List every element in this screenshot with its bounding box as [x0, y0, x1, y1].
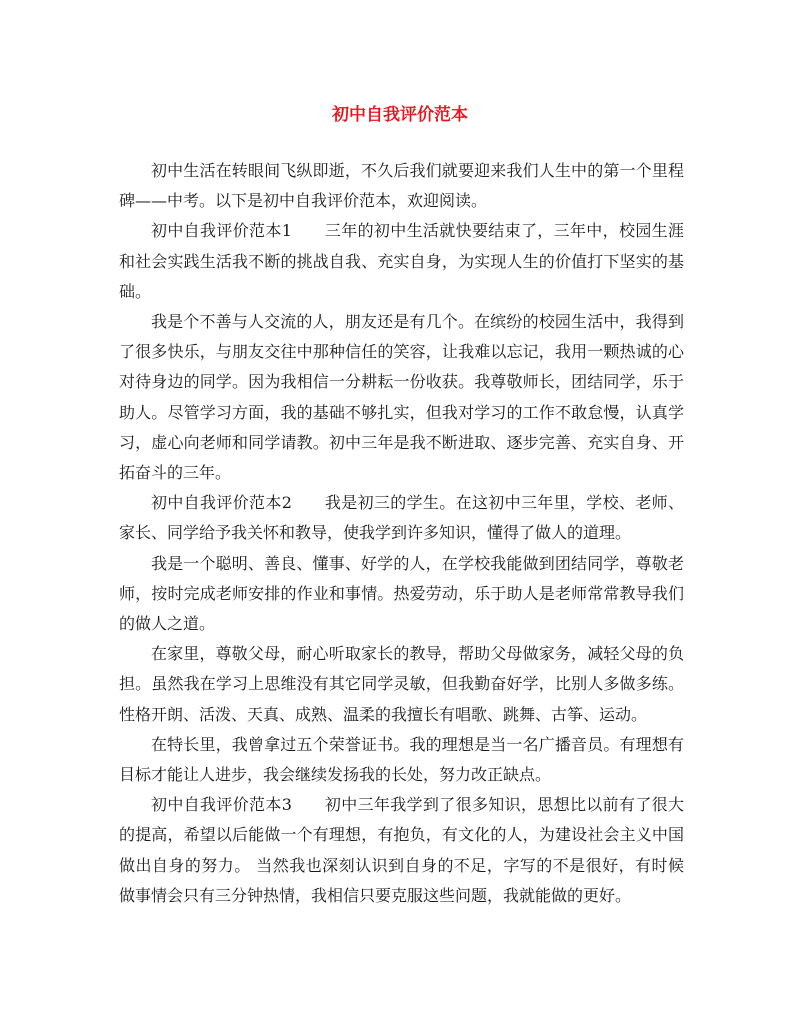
paragraph-sample-2-home: 在家里，尊敬父母，耐心听取家长的教导，帮助父母做家务，减轻父母的负担。虽然我在学习上思维没有其它同学灵敏，但我勤奋好学，比别人多做多练。性格开朗、活泼、天真、成熟、温柔的我擅长有唱歌、跳舞、古筝、运动。: [119, 644, 684, 724]
paragraph-sample-2: 初中自我评价范本2 我是初三的学生。在这初中三年里，学校、老师、家长、同学给予我关怀和教导，使我学到许多知识，懂得了做人的道理。: [119, 493, 684, 543]
paragraph-sample-3: 初中自我评价范本3 初中三年我学到了很多知识，思想比以前有了很大的提高，希望以后能做一个有理想，有抱负，有文化的人，为建设社会主义中国做出自身的努力。 当然我也深刻认识到自身的不足，字写的不是很好，有时候做事情会只有三分钟热情，我相信只要克服这些问题，我就能做的更好。: [119, 795, 684, 905]
document-body: [119, 156, 684, 911]
paragraph-sample-2-school: 我是一个聪明、善良、懂事、好学的人，在学校我能做到团结同学，尊敬老师，按时完成老师安排的作业和事情。热爱劳动，乐于助人是老师常常教导我们的做人之道。: [119, 553, 684, 634]
paragraph-sample-1-friends: 我是个不善与人交流的人，朋友还是有几个。在缤纷的校园生活中，我得到了很多快乐，与朋友交往中那种信任的笑容，让我难以忘记，我用一颗热诚的心对待身边的同学。因为我相信一分耕耘一份收获。我尊敬师长，团结同学，乐于助人。尽管学习方面，我的基础不够扎实，但我对学习的工作不敢怠慢，认真学习，虚心向老师和同学请教。初中三年是我不断进取、逐步完善、充实自身、开拓奋斗的三年。: [119, 312, 684, 483]
paragraph-sample-2-talents: 在特长里，我曾拿过五个荣誉证书。我的理想是当一名广播音员。有理想有目标才能让人进步，我会继续发扬我的长处，努力改正缺点。: [119, 734, 684, 785]
document-title: 初中自我评价范本: [332, 105, 468, 125]
paragraph-intro: 初中生活在转眼间飞纵即逝，不久后我们就要迎来我们人生中的第一个里程碑——中考。以下是初中自我评价范本，欢迎阅读。: [119, 161, 684, 211]
paragraph-sample-1: 初中自我评价范本1 三年的初中生活就快要结束了，三年中，校园生涯和社会实践生活我不断的挑战自我、充实自身，为实现人生的价值打下坚实的基础。: [119, 221, 684, 301]
